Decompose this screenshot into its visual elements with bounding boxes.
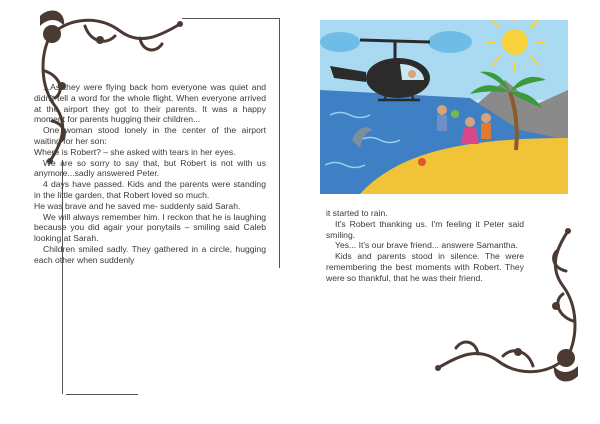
- right-paragraph: it started to rain.: [326, 208, 388, 218]
- left-right-rule: [279, 18, 280, 268]
- right-paragraph: Yes... It's our brave friend... answere Samantha.: [335, 240, 518, 251]
- left-paragraph: ...As they were flying back hom everyone was quiet and didn't tell a word for the whole flight. When everyone arrived at the airport they got to their parents. It was a happy moment for parents hugging their children...: [34, 82, 266, 125]
- left-paragraph: He was brave and he saved me- suddenly said Sarah.: [34, 200, 241, 211]
- left-paragraph: 4 days have passed. Kids and the parents were standing in the little garden, that Robert loved so much.: [34, 179, 266, 200]
- left-paragraph: One woman stood lonely in the center of the airport waiting for her son:: [34, 125, 266, 146]
- left-paragraph: Where is Robert? – she asked with tears in her eyes.: [34, 146, 236, 157]
- left-paragraph: We will always remember him. I reckon that he is laughing because you did agair your ponytails – smiling said Caleb looking at Sarah.: [34, 211, 266, 244]
- left-page-text: [34, 82, 266, 372]
- beach-helicopter-illustration: [320, 20, 568, 194]
- right-paragraph: It's Robert thanking us. I'm feeling it Peter said smiling.: [326, 218, 524, 240]
- left-paragraph: We are so sorry to say that, but Robert is not with us anymore...sadly answered Peter.: [34, 157, 266, 179]
- bottom-right-flourish-ornament: [428, 226, 588, 386]
- right-paragraph: Kids and parents stood in silence. The were remembering the best moments with Robert. They were so thankful, that he was their friend.: [326, 251, 524, 283]
- left-paragraph: Children smiled sadly. They gathered in a circle, hugging each other when suddenly: [34, 243, 266, 265]
- left-top-rule: [182, 18, 280, 19]
- left-bottom-rule: [66, 394, 138, 395]
